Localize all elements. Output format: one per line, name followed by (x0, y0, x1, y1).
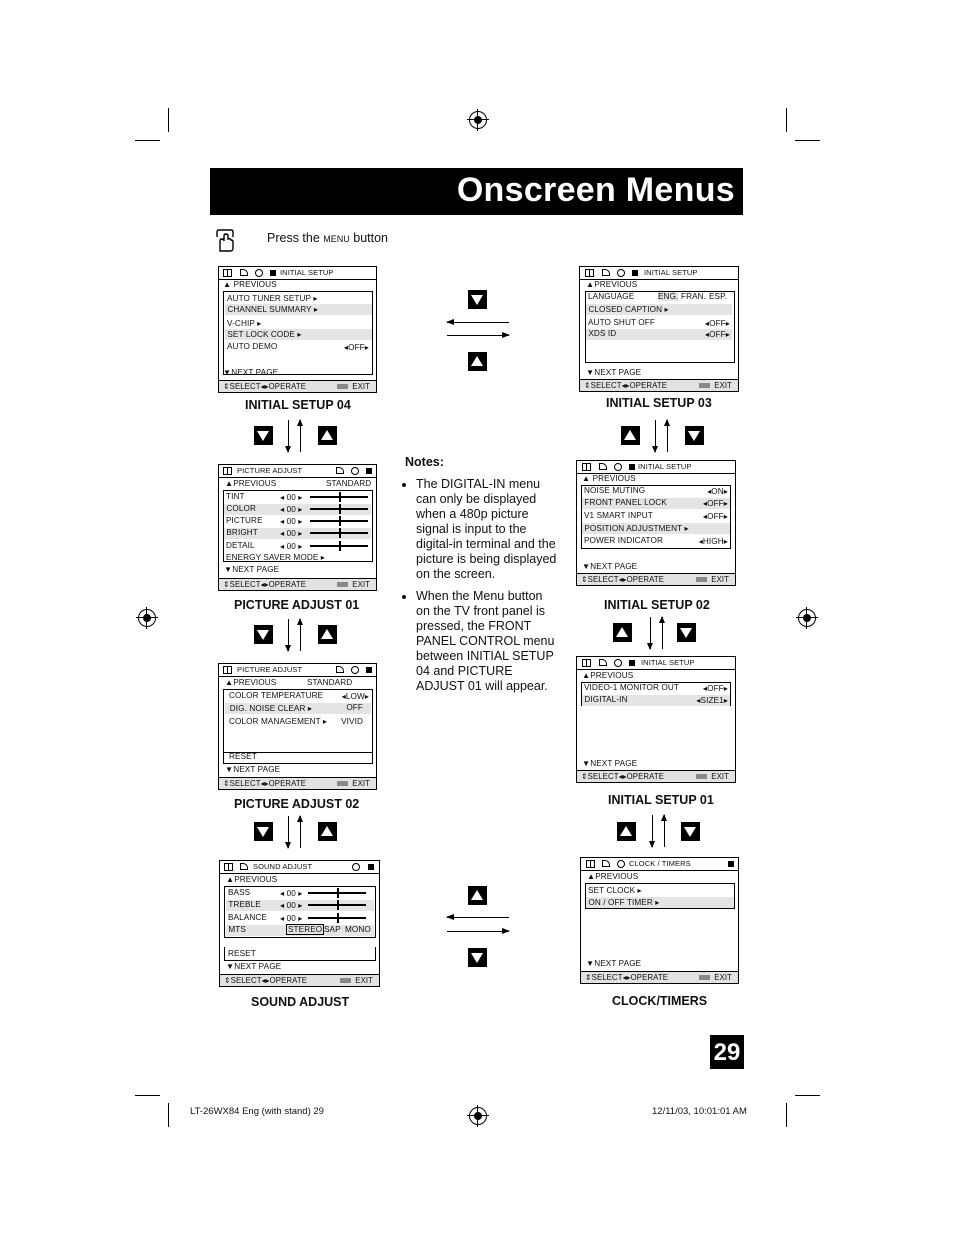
menu-title: PICTURE ADJUST (237, 466, 303, 475)
crop-mark (795, 140, 820, 141)
down-button-icon (681, 822, 700, 841)
mts-item[interactable]: MTS STEREO SAP MONO (226, 925, 374, 936)
menu-item[interactable]: SET LOCK CODE ▸ (225, 329, 372, 340)
menu-item[interactable]: COLOR MANAGEMENT ▸ VIVID (229, 717, 363, 726)
menu-title: INITIAL SETUP (641, 658, 695, 667)
initial-setup-03-menu (579, 266, 739, 392)
on-off-timer-item[interactable]: ON / OFF TIMER ▸ (586, 897, 734, 908)
book-icon (223, 666, 232, 674)
next-page-item[interactable]: ▼NEXT PAGE (586, 368, 642, 377)
menu-item[interactable]: AUTO TUNER SETUP ▸ (227, 294, 318, 303)
lock-icon (629, 660, 635, 666)
registration-mark-icon (469, 111, 487, 129)
balance-item[interactable]: BALANCE ◂ 00 ▸ (228, 913, 373, 924)
down-button-icon (685, 426, 704, 445)
menu-title: INITIAL SETUP (644, 268, 698, 277)
next-page-item[interactable]: ▼NEXT PAGE (582, 759, 638, 768)
detail-slider[interactable] (310, 545, 368, 547)
clock-icon (614, 659, 622, 667)
picture-mode-value: STANDARD (326, 479, 372, 488)
down-arrow-icon (288, 420, 289, 452)
menu-item[interactable]: CHANNEL SUMMARY ▸ (225, 304, 372, 315)
up-button-icon (468, 886, 487, 905)
crop-mark (135, 140, 160, 141)
book-icon (585, 269, 594, 277)
menu-item[interactable]: V1 SMART INPUT ◂OFF▸ (584, 511, 728, 521)
clock-timers-menu (580, 857, 739, 984)
previous-item[interactable]: ▲PREVIOUS (586, 280, 638, 289)
book-icon (223, 467, 232, 475)
next-page-item[interactable]: ▼NEXT PAGE (586, 959, 642, 968)
picture-icon (336, 467, 344, 474)
menu-title: PICTURE ADJUST (237, 665, 303, 674)
footer-left: LT-26WX84 Eng (with stand) 29 (190, 1106, 324, 1117)
previous-item[interactable]: ▲PREVIOUS (225, 678, 277, 687)
balance-slider[interactable] (308, 917, 366, 919)
picture-icon (602, 860, 610, 867)
menu-item[interactable]: DIG. NOISE CLEAR ▸ OFF (225, 703, 371, 714)
down-button-icon (254, 822, 273, 841)
menu-footer: ⇕SELECT◂▸OPERATE EXIT (580, 379, 738, 391)
bass-slider[interactable] (308, 892, 366, 894)
menu-item[interactable]: AUTO SHUT OFF ◂OFF▸ (588, 318, 730, 328)
note-item: • When the Menu button on the TV front panel is pressed, the FRONT PANEL CONTROL menu between INITIAL SETUP 04 and PICTURE ADJUST 01 will appear. (416, 589, 557, 694)
up-button-icon (617, 822, 636, 841)
caption-picture-adjust-02: PICTURE ADJUST 02 (234, 797, 360, 811)
menu-item[interactable]: POWER INDICATOR ◂HIGH▸ (584, 536, 728, 546)
set-clock-item[interactable]: SET CLOCK ▸ (588, 886, 642, 895)
crop-mark (168, 1103, 169, 1127)
menu-item[interactable]: XDS ID ◂OFF▸ (586, 329, 732, 340)
down-arrow-icon (655, 420, 656, 452)
energy-saver-item[interactable]: ENERGY SAVER MODE ▸ (226, 553, 325, 562)
down-button-icon (254, 625, 273, 644)
menu-footer: ⇕SELECT◂▸OPERATE EXIT (577, 573, 735, 585)
clock-icon (352, 863, 360, 871)
clock-icon (351, 467, 359, 475)
next-page-item[interactable]: ▼NEXT PAGE (225, 765, 281, 774)
previous-item[interactable]: ▲ PREVIOUS (223, 280, 277, 289)
down-arrow-icon (652, 815, 653, 847)
right-arrow-icon (447, 335, 509, 336)
up-arrow-icon (667, 420, 668, 452)
language-item[interactable]: LANGUAGE ENG. FRAN. ESP. (588, 292, 728, 301)
initial-setup-02-menu (576, 460, 736, 586)
menu-item[interactable]: VIDEO-1 MONITOR OUT ◂OFF▸ (584, 683, 728, 693)
bright-item[interactable]: BRIGHT ◂ 00 ▸ (224, 528, 371, 539)
right-arrow-icon (447, 931, 509, 932)
crop-mark (168, 108, 169, 132)
next-page-item[interactable]: ▼NEXT PAGE (582, 562, 638, 571)
menu-footer: ⇕SELECT◂▸OPERATE EXIT (219, 380, 376, 392)
menu-item[interactable]: POSITION ADJUSTMENT ▸ (582, 523, 730, 534)
reset-item[interactable]: RESET (229, 752, 257, 761)
bass-item[interactable]: BASS ◂ 00 ▸ (228, 888, 373, 899)
note-item: • The DIGITAL-IN menu can only be displayed when a 480p picture signal is input to the digital-in terminal and the picture is being displayed on the screen. (416, 477, 557, 582)
menu-item[interactable]: V-CHIP ▸ (227, 319, 262, 328)
clock-icon (617, 269, 625, 277)
menu-footer: ⇕SELECT◂▸OPERATE EXIT (577, 770, 735, 782)
picture-icon (336, 666, 344, 673)
clock-icon (351, 666, 359, 674)
menu-footer: ⇕SELECT◂▸OPERATE EXIT (219, 578, 376, 590)
caption-initial-setup-01: INITIAL SETUP 01 (608, 793, 714, 807)
up-button-icon (613, 623, 632, 642)
tint-item[interactable]: TINT ◂ 00 ▸ (226, 492, 371, 503)
book-icon (582, 659, 591, 667)
down-arrow-icon (288, 619, 289, 651)
up-button-icon (468, 352, 487, 371)
picture-adjust-02-menu (218, 663, 377, 790)
menu-title: INITIAL SETUP (638, 462, 692, 471)
crop-mark (795, 1095, 820, 1096)
down-button-icon (468, 290, 487, 309)
treble-item[interactable]: TREBLE ◂ 00 ▸ (226, 900, 374, 911)
clock-icon (617, 860, 625, 868)
menu-footer: ⇕SELECT◂▸OPERATE EXIT (219, 777, 376, 789)
up-button-icon (318, 822, 337, 841)
lock-icon (629, 464, 635, 470)
tint-slider[interactable] (310, 496, 368, 498)
caption-sound-adjust: SOUND ADJUST (251, 995, 350, 1009)
previous-item[interactable]: ▲PREVIOUS (587, 872, 639, 881)
initial-setup-01-menu (576, 656, 736, 783)
lock-icon (366, 468, 372, 474)
up-arrow-icon (662, 617, 663, 649)
lock-icon (270, 270, 276, 276)
page-title: Onscreen Menus (456, 171, 735, 209)
previous-item[interactable]: ▲PREVIOUS (226, 875, 278, 884)
up-arrow-icon (664, 815, 665, 847)
menu-item[interactable]: FRONT PANEL LOCK ◂OFF▸ (582, 498, 730, 509)
press-menu-instruction: Press the menu button (267, 231, 389, 245)
next-page-item[interactable]: ▼NEXT PAGE (224, 565, 280, 574)
initial-setup-04-menu (218, 266, 377, 393)
book-icon (224, 863, 233, 871)
lock-icon (366, 667, 372, 673)
footer-right: 12/11/03, 10:01:01 AM (652, 1106, 747, 1117)
treble-slider[interactable] (308, 904, 366, 906)
mts-option-stereo[interactable]: STEREO (288, 925, 323, 934)
caption-picture-adjust-01: PICTURE ADJUST 01 (234, 598, 360, 612)
up-arrow-icon (300, 420, 301, 452)
color-item[interactable]: COLOR ◂ 00 ▸ (224, 504, 371, 515)
up-button-icon (621, 426, 640, 445)
picture-icon (240, 269, 248, 276)
detail-item[interactable]: DETAIL ◂ 00 ▸ (226, 541, 371, 552)
crop-mark (786, 108, 787, 132)
down-arrow-icon (650, 617, 651, 649)
picture-adjust-01-menu (218, 464, 377, 591)
up-arrow-icon (300, 619, 301, 651)
menu-item[interactable]: AUTO DEMO ◂OFF▸ (227, 342, 369, 352)
previous-item[interactable]: ▲PREVIOUS (225, 479, 277, 488)
crop-mark (786, 1103, 787, 1127)
up-button-icon (318, 625, 337, 644)
down-button-icon (254, 426, 273, 445)
left-arrow-icon (447, 322, 509, 323)
picture-icon (599, 659, 607, 666)
page-number: 29 (710, 1035, 744, 1069)
registration-mark-icon (469, 1107, 487, 1125)
previous-item[interactable]: ▲ PREVIOUS (582, 474, 636, 483)
caption-clock-timers: CLOCK/TIMERS (612, 994, 708, 1008)
caption-initial-setup-04: INITIAL SETUP 04 (245, 398, 351, 412)
book-icon (586, 860, 595, 868)
hand-press-icon (213, 229, 237, 253)
menu-item[interactable]: COLOR TEMPERATURE ◂LOW▸ (229, 691, 369, 701)
menu-footer: ⇕SELECT◂▸OPERATE EXIT (220, 974, 379, 986)
page-header (210, 168, 743, 215)
clock-icon (614, 463, 622, 471)
next-page-item[interactable]: ▼NEXT PAGE (226, 962, 282, 971)
menu-title: SOUND ADJUST (253, 862, 313, 871)
notes-section (405, 455, 557, 701)
picture-slider[interactable] (310, 520, 368, 522)
lock-icon (632, 270, 638, 276)
registration-mark-icon (798, 609, 816, 627)
lock-icon (368, 864, 374, 870)
bright-slider[interactable] (310, 532, 368, 534)
lock-icon (728, 861, 734, 867)
menu-footer: ⇕SELECT◂▸OPERATE EXIT (581, 971, 738, 983)
caption-initial-setup-02: INITIAL SETUP 02 (604, 598, 710, 612)
picture-item[interactable]: PICTURE ◂ 00 ▸ (226, 516, 371, 527)
menu-item[interactable]: NOISE MUTING ◂ON▸ (584, 486, 728, 496)
down-button-icon (677, 623, 696, 642)
up-button-icon (318, 426, 337, 445)
picture-icon (602, 269, 610, 276)
down-button-icon (468, 948, 487, 967)
sound-adjust-menu (219, 860, 380, 987)
crop-mark (135, 1095, 160, 1096)
left-arrow-icon (447, 917, 509, 918)
menu-item[interactable]: DIGITAL-IN ◂SIZE1▸ (582, 695, 730, 706)
book-icon (582, 463, 591, 471)
registration-mark-icon (138, 609, 156, 627)
next-page-item[interactable]: ▼NEXT PAGE (223, 368, 279, 377)
menu-item[interactable]: CLOSED CAPTION ▸ (586, 304, 732, 315)
picture-icon (599, 463, 607, 470)
reset-item[interactable]: RESET (228, 949, 256, 958)
clock-icon (255, 269, 263, 277)
picture-mode-value: STANDARD (307, 678, 353, 687)
picture-icon (240, 863, 248, 870)
previous-item[interactable]: ▲PREVIOUS (582, 671, 634, 680)
notes-heading: Notes: (405, 455, 444, 469)
caption-initial-setup-03: INITIAL SETUP 03 (606, 396, 712, 410)
mts-option-sap[interactable]: SAP (324, 925, 341, 934)
up-arrow-icon (300, 816, 301, 848)
mts-option-mono[interactable]: MONO (345, 925, 371, 934)
down-arrow-icon (288, 816, 289, 848)
menu-title: CLOCK / TIMERS (629, 859, 691, 868)
book-icon (223, 269, 232, 277)
color-slider[interactable] (310, 508, 368, 510)
menu-title: INITIAL SETUP (280, 268, 334, 277)
